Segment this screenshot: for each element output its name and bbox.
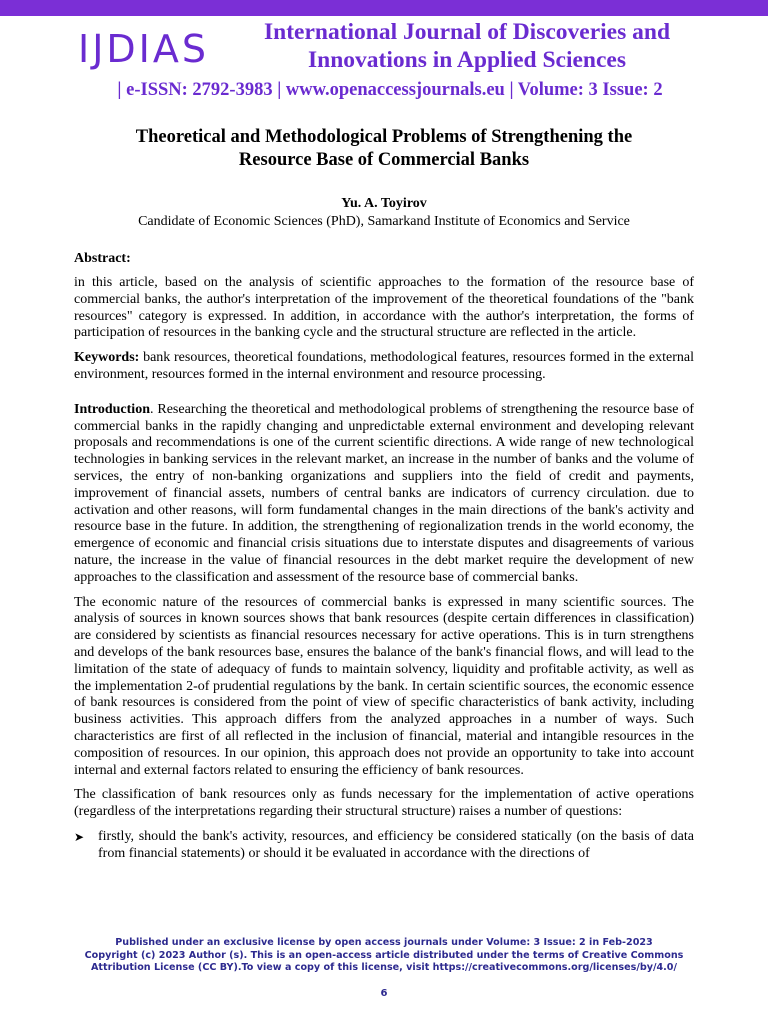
- journal-masthead: [0, 16, 768, 108]
- arrowhead-bullet-icon: ➤: [74, 829, 85, 844]
- author-name: Yu. A. Toyirov: [341, 196, 427, 211]
- footer-license-line3: Attribution License (CC BY).To view a copy of this license, visit https://creativecommons.org/licenses/by/4.0/: [91, 962, 677, 974]
- journal-title: [242, 18, 692, 74]
- page-number: 6: [380, 988, 388, 999]
- body-paragraph-3: The classification of bank resources only as funds necessary for the implementation of active operations (regardless of the interpretations regarding their structural structure) raises a number of questions:: [74, 787, 694, 820]
- journal-title-line2: Innovations in Applied Sciences: [308, 47, 626, 73]
- issn-volume-line: | e-ISSN: 2792-3983 | www.openaccessjournals.eu | Volume: 3 Issue: 2: [117, 80, 663, 100]
- list-item: [74, 829, 694, 863]
- article-body: [74, 118, 694, 863]
- footer-license-line2: Copyright (c) 2023 Author (s). This is an open-access article distributed under the terms of Creative Commons: [84, 949, 684, 961]
- journal-logo: IJDIAS: [78, 27, 209, 71]
- footer-license-line1: Published under an exclusive license by open access journals under Volume: 3 Issue: 2 in Feb-2023: [115, 937, 653, 948]
- keywords-text: bank resources, theoretical foundations, methodological features, resources formed in the external environment, resources formed in the internal environment and resource processing.: [74, 350, 694, 382]
- keywords: [74, 350, 694, 384]
- introduction-text: . Researching the theoretical and methodological problems of strengthening the resource base of commercial banks in the rapidly changing and unpredictable external environment and developing relevant proposals and recommendations is one of the current scientific directions. A wide range of new technological technologies in banking services in the relevant market, an increase in the number of banks and the volume of services, the entry of non-banking organizations and suppliers into the field of credit and payments, improvement of financial assets, numbers of central banks are indicators of currency circulation. due to activation and other reasons, will form fundamental changes in the main directions of the bank's activity and resource base in the future. In addition, the strengthening of regionalization trends in the world economy, the emergence of economic and financial crisis situations due to interstate disputes and disagreements of various nature, the increase in the value of financial resources in the debt market require the development of new approaches to the classification and assessment of the resource base of commercial banks.: [74, 401, 694, 585]
- abstract-heading: Abstract:: [74, 251, 131, 266]
- introduction-paragraph: [74, 402, 694, 587]
- keywords-label: Keywords:: [74, 350, 140, 366]
- journal-title-line1: International Journal of Discoveries and: [263, 19, 671, 45]
- article-title-line2: Resource Base of Commercial Banks: [238, 150, 530, 170]
- article-title-line1: Theoretical and Methodological Problems of Strengthening the: [135, 127, 633, 147]
- license-footer: [74, 937, 694, 975]
- abstract-text: in this article, based on the analysis of scientific approaches to the formation of the resource base of commercial banks, the author's interpretation of the improvement of the theoretical foundations of the "bank resources" category is expressed. In addition, in accordance with the author's interpretation, the forms of participation of resources in the banking cycle and the structural structure are reflected in the article.: [74, 275, 694, 341]
- body-paragraph-2: The economic nature of the resources of commercial banks is expressed in many scientific sources. The analysis of sources in known sources shows that bank resources (despite certain differences in classification) are considered by scientists as financial resources necessary for active operations. This is in turn strengthens and develops of the bank resources base, ensures the balance of the bank's financial flows, and will lead to the limitation of the state of adequacy of funds to maintain solvency, liquidity and profitable activity, as well as the implementation 2-of prudential regulations by the bank. In certain scientific sources, the economic essence of bank resources is considered from the point of view of specific characteristics of bank activity, including business activities. This approach differs from the analyzed approaches in a number of ways. Such characteristics are first of all reflected in the inclusion of financial, material and intangible resources in the composition of resources. In our opinion, this approach does not provide an opportunity to take into account internal and external factors related to ensuring the efficiency of bank resources.: [74, 594, 694, 778]
- bullet-text: firstly, should the bank's activity, resources, and efficiency be considered statically (on the basis of data from financial statements) or should it be evaluated in accordance with the directions of: [98, 828, 694, 861]
- introduction-label: Introduction: [74, 401, 150, 417]
- author-affiliation: Candidate of Economic Sciences (PhD), Samarkand Institute of Economics and Service: [138, 214, 630, 229]
- top-color-bar: [0, 0, 768, 16]
- article-title: [74, 126, 694, 172]
